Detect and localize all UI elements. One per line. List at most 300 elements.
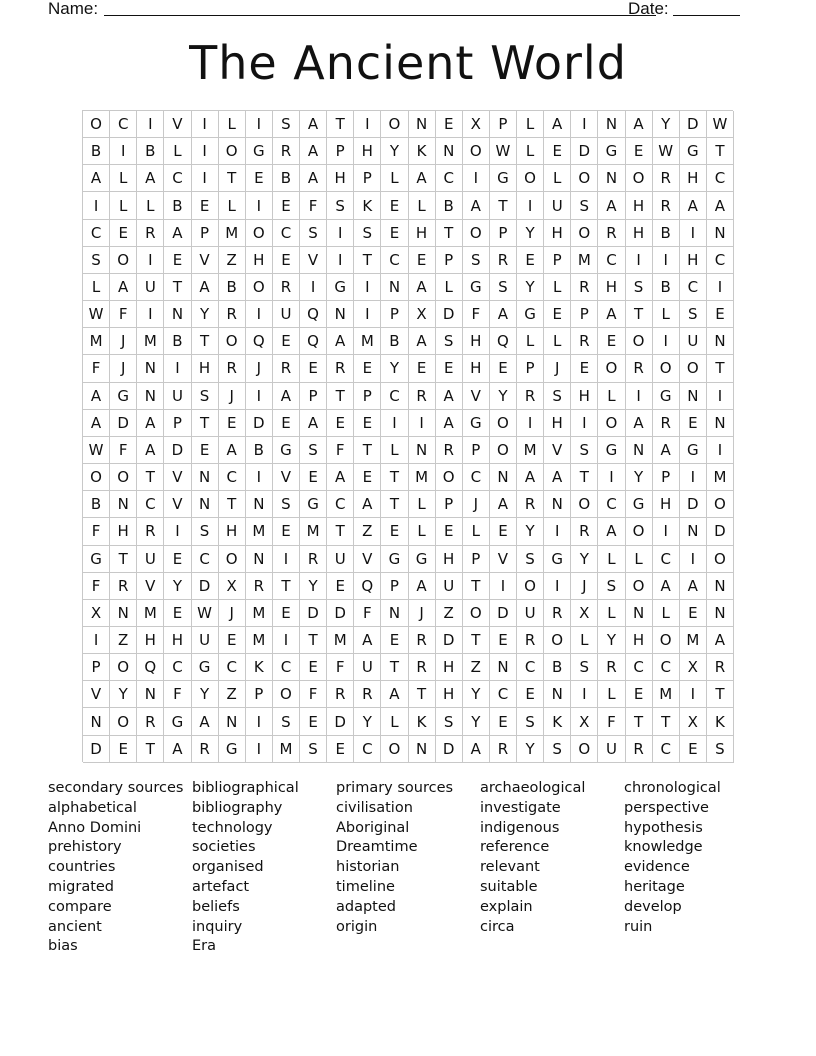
grid-cell[interactable]: D — [436, 736, 463, 763]
grid-cell[interactable]: P — [300, 383, 327, 410]
grid-cell[interactable]: O — [219, 138, 246, 165]
grid-cell[interactable]: J — [219, 600, 246, 627]
grid-cell[interactable]: O — [381, 736, 408, 763]
grid-cell[interactable]: M — [354, 328, 381, 355]
grid-cell[interactable]: G — [653, 383, 680, 410]
grid-cell[interactable]: R — [409, 654, 436, 681]
grid-cell[interactable]: A — [544, 464, 571, 491]
grid-cell[interactable]: L — [110, 165, 137, 192]
grid-cell[interactable]: A — [544, 111, 571, 138]
grid-cell[interactable]: N — [110, 491, 137, 518]
grid-cell[interactable]: E — [517, 681, 544, 708]
grid-cell[interactable]: E — [327, 736, 354, 763]
grid-cell[interactable]: N — [83, 708, 110, 735]
grid-cell[interactable]: K — [544, 708, 571, 735]
grid-cell[interactable]: C — [490, 681, 517, 708]
grid-cell[interactable]: C — [354, 736, 381, 763]
grid-cell[interactable]: H — [626, 627, 653, 654]
grid-cell[interactable]: E — [409, 355, 436, 382]
grid-cell[interactable]: Y — [354, 708, 381, 735]
grid-cell[interactable]: V — [192, 247, 219, 274]
grid-cell[interactable]: A — [653, 437, 680, 464]
grid-cell[interactable]: A — [137, 410, 164, 437]
grid-cell[interactable]: F — [327, 437, 354, 464]
grid-cell[interactable]: L — [137, 192, 164, 219]
grid-cell[interactable]: C — [598, 247, 625, 274]
grid-cell[interactable]: I — [327, 220, 354, 247]
grid-cell[interactable]: P — [354, 383, 381, 410]
grid-cell[interactable]: E — [164, 600, 191, 627]
grid-cell[interactable]: N — [680, 383, 707, 410]
grid-cell[interactable]: S — [490, 274, 517, 301]
grid-cell[interactable]: S — [544, 736, 571, 763]
grid-cell[interactable]: D — [436, 627, 463, 654]
grid-cell[interactable]: E — [436, 518, 463, 545]
grid-cell[interactable]: O — [571, 736, 598, 763]
grid-cell[interactable]: K — [707, 708, 734, 735]
grid-cell[interactable]: B — [164, 192, 191, 219]
grid-cell[interactable]: C — [598, 491, 625, 518]
grid-cell[interactable]: P — [544, 247, 571, 274]
grid-cell[interactable]: V — [300, 247, 327, 274]
grid-cell[interactable]: E — [273, 328, 300, 355]
grid-cell[interactable]: A — [409, 573, 436, 600]
grid-cell[interactable]: N — [327, 301, 354, 328]
grid-cell[interactable]: O — [381, 111, 408, 138]
grid-cell[interactable]: G — [381, 546, 408, 573]
grid-cell[interactable]: I — [110, 138, 137, 165]
grid-cell[interactable]: H — [598, 274, 625, 301]
grid-cell[interactable]: A — [273, 383, 300, 410]
grid-cell[interactable]: Y — [192, 301, 219, 328]
grid-cell[interactable]: T — [436, 220, 463, 247]
grid-cell[interactable]: V — [164, 111, 191, 138]
grid-cell[interactable]: T — [192, 328, 219, 355]
grid-cell[interactable]: H — [626, 220, 653, 247]
grid-cell[interactable]: V — [273, 464, 300, 491]
grid-cell[interactable]: M — [246, 600, 273, 627]
grid-cell[interactable]: V — [354, 546, 381, 573]
grid-cell[interactable]: A — [680, 192, 707, 219]
grid-cell[interactable]: J — [219, 383, 246, 410]
grid-cell[interactable]: I — [463, 165, 490, 192]
grid-cell[interactable]: E — [354, 464, 381, 491]
grid-cell[interactable]: D — [327, 708, 354, 735]
grid-cell[interactable]: V — [137, 573, 164, 600]
grid-cell[interactable]: L — [544, 165, 571, 192]
grid-cell[interactable]: T — [137, 736, 164, 763]
grid-cell[interactable]: F — [300, 681, 327, 708]
grid-cell[interactable]: I — [517, 410, 544, 437]
grid-cell[interactable]: W — [83, 437, 110, 464]
grid-cell[interactable]: Y — [300, 573, 327, 600]
grid-cell[interactable]: R — [273, 274, 300, 301]
grid-cell[interactable]: U — [680, 328, 707, 355]
grid-cell[interactable]: Y — [598, 627, 625, 654]
grid-cell[interactable]: M — [517, 437, 544, 464]
grid-cell[interactable]: V — [83, 681, 110, 708]
grid-cell[interactable]: N — [598, 111, 625, 138]
grid-cell[interactable]: A — [463, 192, 490, 219]
grid-cell[interactable]: F — [83, 355, 110, 382]
grid-cell[interactable]: U — [327, 546, 354, 573]
grid-cell[interactable]: O — [273, 681, 300, 708]
grid-cell[interactable]: H — [626, 192, 653, 219]
grid-cell[interactable]: S — [192, 383, 219, 410]
grid-cell[interactable]: I — [680, 220, 707, 247]
grid-cell[interactable]: Z — [219, 247, 246, 274]
grid-cell[interactable]: I — [246, 301, 273, 328]
grid-cell[interactable]: K — [354, 192, 381, 219]
grid-cell[interactable]: D — [680, 491, 707, 518]
grid-cell[interactable]: L — [517, 328, 544, 355]
grid-cell[interactable]: R — [571, 328, 598, 355]
grid-cell[interactable]: Y — [626, 464, 653, 491]
grid-cell[interactable]: A — [598, 518, 625, 545]
grid-cell[interactable]: N — [626, 437, 653, 464]
grid-cell[interactable]: S — [517, 708, 544, 735]
grid-cell[interactable]: G — [83, 546, 110, 573]
grid-cell[interactable]: L — [598, 681, 625, 708]
grid-cell[interactable]: L — [381, 437, 408, 464]
grid-cell[interactable]: F — [598, 708, 625, 735]
grid-cell[interactable]: E — [490, 627, 517, 654]
grid-cell[interactable]: I — [137, 301, 164, 328]
grid-cell[interactable]: O — [680, 355, 707, 382]
grid-cell[interactable]: A — [680, 573, 707, 600]
grid-cell[interactable]: A — [137, 437, 164, 464]
grid-cell[interactable]: P — [246, 681, 273, 708]
grid-cell[interactable]: Y — [490, 383, 517, 410]
grid-cell[interactable]: P — [463, 546, 490, 573]
grid-cell[interactable]: A — [300, 410, 327, 437]
grid-cell[interactable]: E — [436, 111, 463, 138]
grid-cell[interactable]: E — [300, 654, 327, 681]
grid-cell[interactable]: E — [192, 437, 219, 464]
grid-cell[interactable]: L — [571, 627, 598, 654]
grid-cell[interactable]: J — [409, 600, 436, 627]
grid-cell[interactable]: X — [219, 573, 246, 600]
grid-cell[interactable]: T — [219, 491, 246, 518]
grid-cell[interactable]: E — [381, 627, 408, 654]
grid-cell[interactable]: C — [273, 220, 300, 247]
grid-cell[interactable]: R — [626, 736, 653, 763]
grid-cell[interactable]: C — [463, 464, 490, 491]
grid-cell[interactable]: V — [164, 464, 191, 491]
grid-cell[interactable]: A — [219, 437, 246, 464]
grid-cell[interactable]: P — [354, 165, 381, 192]
grid-cell[interactable]: T — [409, 681, 436, 708]
grid-cell[interactable]: T — [571, 464, 598, 491]
grid-cell[interactable]: K — [409, 708, 436, 735]
grid-cell[interactable]: L — [598, 383, 625, 410]
grid-cell[interactable]: O — [517, 573, 544, 600]
grid-cell[interactable]: O — [83, 111, 110, 138]
grid-cell[interactable]: R — [598, 654, 625, 681]
grid-cell[interactable]: I — [598, 464, 625, 491]
grid-cell[interactable]: E — [544, 301, 571, 328]
grid-cell[interactable]: O — [653, 627, 680, 654]
grid-cell[interactable]: R — [327, 681, 354, 708]
grid-cell[interactable]: N — [490, 464, 517, 491]
grid-cell[interactable]: O — [490, 410, 517, 437]
grid-cell[interactable]: H — [653, 491, 680, 518]
grid-cell[interactable]: R — [517, 491, 544, 518]
grid-cell[interactable]: N — [192, 464, 219, 491]
grid-cell[interactable]: T — [110, 546, 137, 573]
grid-cell[interactable]: H — [544, 410, 571, 437]
grid-cell[interactable]: O — [110, 464, 137, 491]
grid-cell[interactable]: E — [680, 410, 707, 437]
grid-cell[interactable]: C — [110, 111, 137, 138]
grid-cell[interactable]: A — [653, 573, 680, 600]
grid-cell[interactable]: L — [463, 518, 490, 545]
grid-cell[interactable]: D — [327, 600, 354, 627]
grid-cell[interactable]: D — [436, 301, 463, 328]
grid-cell[interactable]: M — [327, 627, 354, 654]
grid-cell[interactable]: L — [381, 165, 408, 192]
grid-cell[interactable]: O — [246, 220, 273, 247]
grid-cell[interactable]: E — [110, 736, 137, 763]
grid-cell[interactable]: C — [653, 654, 680, 681]
grid-cell[interactable]: E — [300, 355, 327, 382]
grid-cell[interactable]: I — [83, 192, 110, 219]
grid-cell[interactable]: A — [409, 328, 436, 355]
grid-cell[interactable]: M — [409, 464, 436, 491]
grid-cell[interactable]: P — [490, 220, 517, 247]
grid-cell[interactable]: R — [409, 383, 436, 410]
grid-cell[interactable]: A — [164, 736, 191, 763]
grid-cell[interactable]: J — [571, 573, 598, 600]
grid-cell[interactable]: N — [381, 274, 408, 301]
grid-cell[interactable]: M — [219, 220, 246, 247]
grid-cell[interactable]: E — [680, 736, 707, 763]
grid-cell[interactable]: H — [680, 165, 707, 192]
grid-cell[interactable]: R — [626, 355, 653, 382]
grid-cell[interactable]: D — [490, 600, 517, 627]
grid-cell[interactable]: C — [83, 220, 110, 247]
grid-cell[interactable]: B — [83, 138, 110, 165]
grid-cell[interactable]: O — [653, 355, 680, 382]
grid-cell[interactable]: I — [653, 247, 680, 274]
grid-cell[interactable]: A — [490, 491, 517, 518]
grid-cell[interactable]: I — [246, 383, 273, 410]
grid-cell[interactable]: I — [246, 111, 273, 138]
grid-cell[interactable]: I — [680, 546, 707, 573]
grid-cell[interactable]: E — [544, 138, 571, 165]
grid-cell[interactable]: Y — [381, 355, 408, 382]
grid-cell[interactable]: B — [137, 138, 164, 165]
grid-cell[interactable]: Q — [246, 328, 273, 355]
grid-cell[interactable]: G — [680, 437, 707, 464]
grid-cell[interactable]: M — [137, 328, 164, 355]
grid-cell[interactable]: C — [436, 165, 463, 192]
grid-cell[interactable]: R — [544, 600, 571, 627]
grid-cell[interactable]: M — [83, 328, 110, 355]
grid-cell[interactable]: M — [680, 627, 707, 654]
grid-cell[interactable]: J — [246, 355, 273, 382]
grid-cell[interactable]: T — [381, 464, 408, 491]
grid-cell[interactable]: D — [707, 518, 734, 545]
grid-cell[interactable]: Q — [490, 328, 517, 355]
grid-cell[interactable]: W — [83, 301, 110, 328]
grid-cell[interactable]: M — [137, 600, 164, 627]
grid-cell[interactable]: B — [246, 437, 273, 464]
grid-cell[interactable]: E — [110, 220, 137, 247]
grid-cell[interactable]: O — [598, 355, 625, 382]
grid-cell[interactable]: R — [246, 573, 273, 600]
grid-cell[interactable]: A — [598, 301, 625, 328]
grid-cell[interactable]: Y — [463, 681, 490, 708]
grid-cell[interactable]: I — [192, 111, 219, 138]
grid-cell[interactable]: H — [544, 220, 571, 247]
grid-cell[interactable]: G — [300, 491, 327, 518]
grid-cell[interactable]: L — [409, 518, 436, 545]
grid-cell[interactable]: A — [300, 111, 327, 138]
grid-cell[interactable]: D — [300, 600, 327, 627]
grid-cell[interactable]: S — [571, 437, 598, 464]
grid-cell[interactable]: G — [246, 138, 273, 165]
grid-cell[interactable]: C — [219, 464, 246, 491]
grid-cell[interactable]: X — [571, 600, 598, 627]
grid-cell[interactable]: M — [300, 518, 327, 545]
grid-cell[interactable]: C — [653, 736, 680, 763]
grid-cell[interactable]: P — [517, 355, 544, 382]
grid-cell[interactable]: I — [246, 708, 273, 735]
name-blank-line[interactable] — [104, 15, 656, 16]
grid-cell[interactable]: W — [653, 138, 680, 165]
grid-cell[interactable]: K — [409, 138, 436, 165]
grid-cell[interactable]: E — [300, 708, 327, 735]
grid-cell[interactable]: S — [273, 708, 300, 735]
grid-cell[interactable]: K — [246, 654, 273, 681]
grid-cell[interactable]: L — [653, 600, 680, 627]
grid-cell[interactable]: N — [219, 708, 246, 735]
grid-cell[interactable]: N — [137, 383, 164, 410]
grid-cell[interactable]: I — [246, 192, 273, 219]
grid-cell[interactable]: N — [707, 600, 734, 627]
grid-cell[interactable]: A — [83, 165, 110, 192]
grid-cell[interactable]: R — [110, 573, 137, 600]
grid-cell[interactable]: P — [164, 410, 191, 437]
grid-cell[interactable]: C — [137, 491, 164, 518]
grid-cell[interactable]: E — [219, 410, 246, 437]
grid-cell[interactable]: P — [653, 464, 680, 491]
grid-cell[interactable]: R — [571, 518, 598, 545]
grid-cell[interactable]: E — [409, 247, 436, 274]
grid-cell[interactable]: R — [137, 518, 164, 545]
grid-cell[interactable]: S — [626, 274, 653, 301]
grid-cell[interactable]: O — [707, 491, 734, 518]
grid-cell[interactable]: R — [517, 627, 544, 654]
grid-cell[interactable]: N — [246, 546, 273, 573]
grid-cell[interactable]: Y — [517, 274, 544, 301]
grid-cell[interactable]: S — [571, 192, 598, 219]
grid-cell[interactable]: R — [436, 437, 463, 464]
grid-cell[interactable]: P — [327, 138, 354, 165]
grid-cell[interactable]: P — [381, 301, 408, 328]
grid-cell[interactable]: R — [273, 355, 300, 382]
grid-cell[interactable]: I — [490, 573, 517, 600]
grid-cell[interactable]: H — [327, 165, 354, 192]
grid-cell[interactable]: D — [246, 410, 273, 437]
grid-cell[interactable]: C — [273, 654, 300, 681]
grid-cell[interactable]: S — [436, 328, 463, 355]
grid-cell[interactable]: T — [707, 355, 734, 382]
grid-cell[interactable]: Y — [192, 681, 219, 708]
grid-cell[interactable]: D — [680, 111, 707, 138]
grid-cell[interactable]: N — [409, 736, 436, 763]
grid-cell[interactable]: E — [273, 247, 300, 274]
grid-cell[interactable]: B — [653, 220, 680, 247]
grid-cell[interactable]: R — [219, 355, 246, 382]
grid-cell[interactable]: I — [354, 274, 381, 301]
grid-cell[interactable]: I — [300, 274, 327, 301]
grid-cell[interactable]: E — [598, 328, 625, 355]
grid-cell[interactable]: E — [246, 165, 273, 192]
grid-cell[interactable]: I — [409, 410, 436, 437]
grid-cell[interactable]: T — [137, 464, 164, 491]
grid-cell[interactable]: H — [219, 518, 246, 545]
grid-cell[interactable]: R — [653, 410, 680, 437]
grid-cell[interactable]: F — [83, 573, 110, 600]
grid-cell[interactable]: V — [490, 546, 517, 573]
grid-cell[interactable]: O — [463, 220, 490, 247]
grid-cell[interactable]: O — [571, 220, 598, 247]
grid-cell[interactable]: B — [83, 491, 110, 518]
grid-cell[interactable]: W — [707, 111, 734, 138]
grid-cell[interactable]: L — [517, 138, 544, 165]
grid-cell[interactable]: G — [490, 165, 517, 192]
grid-cell[interactable]: S — [192, 518, 219, 545]
grid-cell[interactable]: T — [626, 708, 653, 735]
grid-cell[interactable]: B — [273, 165, 300, 192]
grid-cell[interactable]: H — [110, 518, 137, 545]
grid-cell[interactable]: S — [83, 247, 110, 274]
grid-cell[interactable]: L — [626, 546, 653, 573]
grid-cell[interactable]: H — [463, 328, 490, 355]
grid-cell[interactable]: H — [436, 546, 463, 573]
grid-cell[interactable]: X — [680, 654, 707, 681]
grid-cell[interactable]: V — [463, 383, 490, 410]
grid-cell[interactable]: I — [653, 328, 680, 355]
grid-cell[interactable]: R — [517, 383, 544, 410]
grid-cell[interactable]: H — [192, 355, 219, 382]
grid-cell[interactable]: R — [137, 708, 164, 735]
grid-cell[interactable]: H — [409, 220, 436, 247]
grid-cell[interactable]: U — [192, 627, 219, 654]
grid-cell[interactable]: N — [490, 654, 517, 681]
grid-cell[interactable]: T — [463, 573, 490, 600]
grid-cell[interactable]: E — [490, 355, 517, 382]
grid-cell[interactable]: A — [83, 383, 110, 410]
grid-cell[interactable]: B — [381, 328, 408, 355]
grid-cell[interactable]: L — [83, 274, 110, 301]
grid-cell[interactable]: A — [436, 383, 463, 410]
grid-cell[interactable]: S — [707, 736, 734, 763]
grid-cell[interactable]: I — [164, 355, 191, 382]
grid-cell[interactable]: D — [83, 736, 110, 763]
grid-cell[interactable]: C — [164, 165, 191, 192]
grid-cell[interactable]: O — [626, 518, 653, 545]
grid-cell[interactable]: A — [598, 192, 625, 219]
grid-cell[interactable]: T — [653, 708, 680, 735]
grid-cell[interactable]: O — [110, 247, 137, 274]
grid-cell[interactable]: G — [463, 410, 490, 437]
grid-cell[interactable]: M — [571, 247, 598, 274]
grid-cell[interactable]: G — [463, 274, 490, 301]
grid-cell[interactable]: I — [83, 627, 110, 654]
